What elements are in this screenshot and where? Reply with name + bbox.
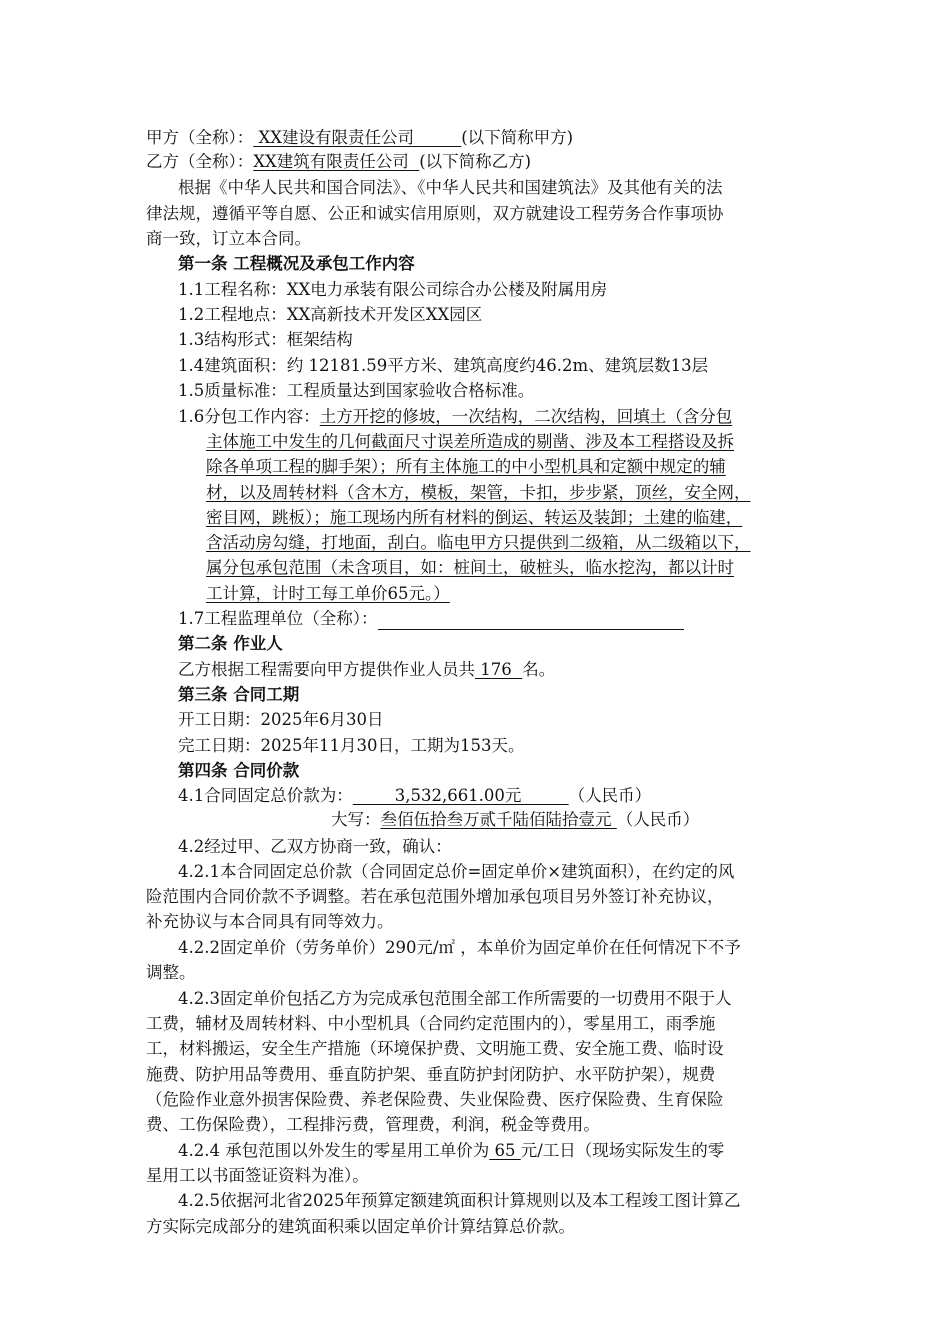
worker-count-line [178,659,555,681]
party-a-line [146,127,573,149]
scope-line: 主体施工中发生的几何截面尺寸误差所造成的剔凿、涉及本工程搭设及拆 [206,432,734,451]
total-price-capital: 叁佰伍拾叁万贰千陆佰陆拾壹元 [380,810,617,829]
clause-4-2-3: 工费，辅材及周转材料、中小型机具（合同约定范围内的），零星用工，雨季施 [146,1014,716,1033]
odd-job-unit: 元/工日（现场实际发生的零 [520,1141,725,1160]
scope-line: 含活动房勾缝，打地面，刮白。临电甲方只提供到二级箱，从二级箱以下， [206,533,751,552]
start-date: 开工日期：2025年6月30日 [178,710,384,729]
clause-4-2-1: 险范围内合同价款不予调整。若在承包范围外增加承包项目另外签订补充协议， [146,887,724,906]
clause-1-2: 1.2工程地点：XX高新技术开发区XX园区 [178,305,483,324]
clause-4-2-3: 费、工伤保险费），工程排污费，管理费，利润，税金等费用。 [146,1115,600,1134]
clause-4-2-2: 4.2.2固定单价（劳务单价）290元/㎡ ，本单价为固定单价在任何情况下不予 [178,938,741,957]
capital-currency: （人民币） [616,810,700,829]
total-price-amount: 3,532,661.00元 [352,786,569,805]
capital-label: 大写： [331,810,381,829]
clause-1-3: 1.3结构形式：框架结构 [178,330,353,349]
total-price-currency: （人民币） [568,786,652,805]
odd-job-price: 65 [489,1141,521,1160]
worker-count: 176 [475,660,523,679]
clause-4-2-3: 施费、防护用品等费用、垂直防护架、垂直防护封闭防护、水平防护架），规费 [146,1065,716,1084]
total-price-label: 4.1合同固定总价款为： [178,786,353,805]
article-1-heading: 第一条 工程概况及承包工作内容 [178,254,415,273]
supervisor-blank [378,611,684,630]
clause-4-2-1: 补充协议与本合同具有同等效力。 [146,912,394,931]
clause-4-2-4 [178,1140,724,1162]
article-4-heading: 第四条 合同价款 [178,761,300,780]
preamble-line: 商一致，订立本合同。 [146,229,311,248]
scope-line: 除各单项工程的脚手架）；所有主体施工的中小型机具和定额中规定的辅 [206,457,726,476]
odd-job-text: 4.2.4 承包范围以外发生的零星用工单价为 [178,1141,490,1160]
clause-1-5: 1.5质量标准：工程质量达到国家验收合格标准。 [178,381,535,400]
party-a-suffix: (以下简称甲方) [461,128,574,147]
clause-4-2-3: 4.2.3固定单价包括乙方为完成承包范围全部工作所需要的一切费用不限于人 [178,989,732,1008]
worker-count-text: 乙方根据工程需要向甲方提供作业人员共 [178,660,475,679]
party-b-label: 乙方（全称）： [146,152,254,171]
clause-4-2-2: 调整。 [146,963,196,982]
clause-4-2: 4.2经过甲、乙双方协商一致，确认： [178,837,452,856]
clause-4-2-3: （危险作业意外损害保险费、养老保险费、失业保险费、医疗保险费、生育保险 [146,1090,724,1109]
end-date: 完工日期：2025年11月30日，工期为153天。 [178,736,525,755]
clause-1-6-label: 1.6分包工作内容： [178,407,320,426]
scope-line: 土方开挖的修坡，一次结构，二次结构，回填土（含分包 [319,407,733,426]
party-a-label: 甲方（全称）： [146,128,254,147]
clause-1-1: 1.1工程名称：XX电力承装有限公司综合办公楼及附属用房 [178,280,608,299]
clause-1-7-label: 1.7工程监理单位（全称）： [178,609,378,628]
clause-4-2-1: 4.2.1本合同固定总价款（合同固定总价=固定单价×建筑面积），在约定的风 [178,862,735,881]
scope-line: 密目网，跳板）；施工现场内所有材料的倒运、转运及装卸；土建的临建， [206,508,743,527]
clause-1-6-first [178,406,732,428]
preamble-line: 根据《中华人民共和国合同法》、《中华人民共和国建筑法》及其他有关的法 [178,178,723,197]
article-3-heading: 第三条 合同工期 [178,685,300,704]
worker-count-unit: 名。 [522,660,556,679]
clause-4-2-3: 工，材料搬运，安全生产措施（环境保护费、文明施工费、安全施工费、临时设 [146,1039,724,1058]
party-b-suffix: (以下简称乙方) [419,152,532,171]
clause-1-4: 1.4建筑面积：约 12181.59平方米、建筑高度约46.2m、建筑层数13层 [178,356,709,375]
clause-1-7 [178,608,684,630]
total-price-line [178,785,651,807]
scope-line: 材，以及周转材料（含木方，模板，架管，卡扣，步步紧，顶丝，安全网， [206,483,751,502]
party-b-name: XX建筑有限责任公司 [253,152,420,171]
clause-4-2-5: 4.2.5依据河北省2025年预算定额建筑面积计算规则以及本工程竣工图计算乙 [178,1191,741,1210]
scope-line: 属分包承包范围（未含项目，如：桩间土，破桩头，临水挖沟，都以计时 [206,558,734,577]
clause-4-2-5: 方实际完成部分的建筑面积乘以固定单价计算结算总价款。 [146,1217,575,1236]
total-price-capital-line [331,809,699,831]
party-a-name: XX建设有限责任公司 [253,128,462,147]
scope-line: 工计算，计时工每工单价65元。） [206,584,450,603]
preamble-line: 律法规，遵循平等自愿、公正和诚实信用原则，双方就建设工程劳务合作事项协 [146,204,724,223]
article-2-heading: 第二条 作业人 [178,634,283,653]
party-b-line [146,151,531,173]
clause-4-2-4: 星用工以书面签证资料为准）。 [146,1166,369,1185]
